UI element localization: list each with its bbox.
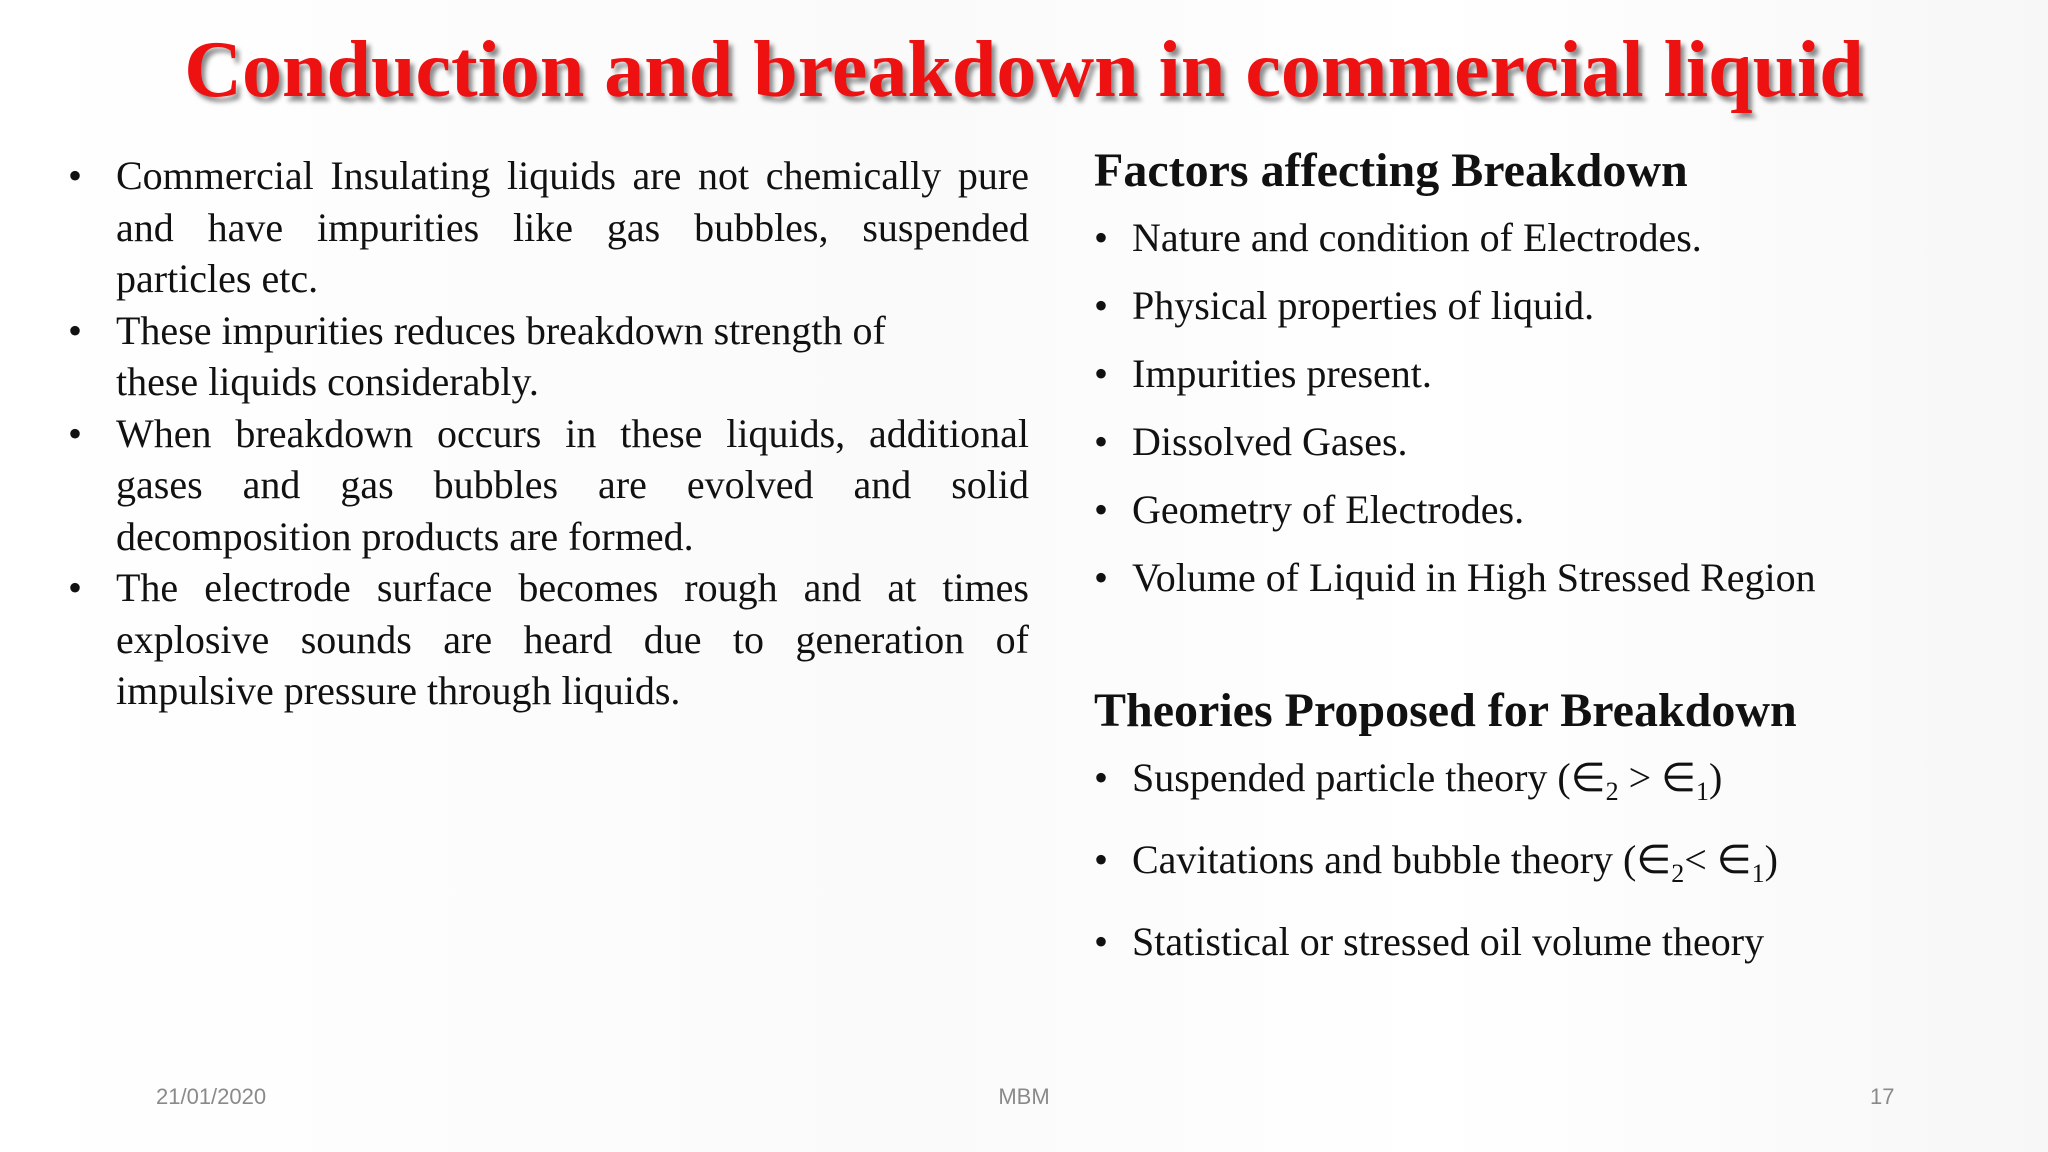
subscript: 2	[1671, 859, 1685, 888]
close-paren: )	[1709, 755, 1723, 800]
list-item	[64, 408, 1029, 563]
theories-heading: Theories Proposed for Breakdown	[1094, 684, 1797, 737]
page-number: 17	[1870, 1084, 1895, 1109]
footer-date: 21/01/2020	[156, 1084, 267, 1109]
list-item	[1094, 744, 2014, 826]
factors-heading: Factors affecting Breakdown	[1094, 144, 1688, 197]
list-item-text: Dissolved Gases.	[1132, 419, 1408, 464]
list-item-text: Commercial Insulating liquids are not chemically pure and have impurities like gas bubbles, suspended particles etc.	[116, 153, 1029, 301]
intro-bullet-list	[64, 150, 1029, 717]
operator: <	[1684, 837, 1717, 882]
list-item-text: Physical properties of liquid.	[1132, 283, 1595, 328]
epsilon-symbol: ∈	[1570, 755, 1606, 800]
slide-title: Conduction and breakdown in commercial liquid	[184, 26, 1864, 114]
list-item-text: Nature and condition of Electrodes.	[1132, 215, 1702, 260]
bullet-icon: •	[1094, 487, 1109, 532]
theory-text: Statistical or stressed oil volume theory	[1132, 919, 1765, 964]
epsilon-symbol: ∈	[1716, 837, 1752, 882]
operator: >	[1618, 755, 1662, 800]
list-item	[1094, 408, 2014, 476]
close-paren: )	[1764, 837, 1778, 882]
bullet-icon: •	[1094, 837, 1109, 882]
bullet-icon: •	[68, 410, 83, 456]
list-item	[64, 305, 1029, 408]
theories-list	[1094, 744, 2014, 976]
bullet-icon: •	[1094, 283, 1109, 328]
footer-author: MBM	[998, 1084, 1050, 1109]
subscript: 1	[1696, 777, 1709, 806]
list-item	[1094, 340, 2014, 408]
bullet-icon: •	[1094, 215, 1109, 260]
factors-list	[1094, 204, 2014, 612]
list-item	[1094, 476, 2014, 544]
bullet-icon: •	[1094, 351, 1109, 396]
list-item	[64, 562, 1029, 717]
list-item-text: Impurities present.	[1132, 351, 1432, 396]
bullet-icon: •	[1094, 555, 1109, 600]
list-item	[64, 150, 1029, 305]
subscript: 2	[1605, 777, 1619, 806]
epsilon-symbol: ∈	[1636, 837, 1672, 882]
list-item-text: The electrode surface becomes rough and at times explosive sounds are heard due to generation of impulsive pressure through liquids.	[116, 565, 1029, 713]
bullet-icon: •	[1094, 419, 1109, 464]
list-item	[1094, 544, 2014, 612]
bullet-icon: •	[68, 307, 83, 353]
list-item-text: When breakdown occurs in these liquids, additional gases and gas bubbles are evolved and solid decomposition products are formed.	[116, 410, 1029, 559]
list-item-text: Geometry of Electrodes.	[1132, 487, 1525, 532]
list-item-text: These impurities reduces breakdown strength of these liquids considerably.	[116, 307, 886, 404]
list-item	[1094, 272, 2014, 340]
list-item-text: Volume of Liquid in High Stressed Region	[1132, 555, 1816, 600]
bullet-icon: •	[68, 153, 83, 198]
theory-text: Suspended particle theory (	[1132, 755, 1571, 800]
bullet-icon: •	[68, 565, 83, 610]
list-item	[1094, 908, 2014, 976]
right-column	[1094, 138, 2014, 976]
bullet-icon: •	[1094, 755, 1109, 800]
bullet-icon: •	[1094, 919, 1109, 964]
subscript: 1	[1751, 859, 1765, 888]
list-item	[1094, 204, 2014, 272]
theory-text: Cavitations and bubble theory (	[1132, 837, 1637, 882]
list-item	[1094, 826, 2014, 908]
epsilon-symbol: ∈	[1661, 755, 1696, 800]
